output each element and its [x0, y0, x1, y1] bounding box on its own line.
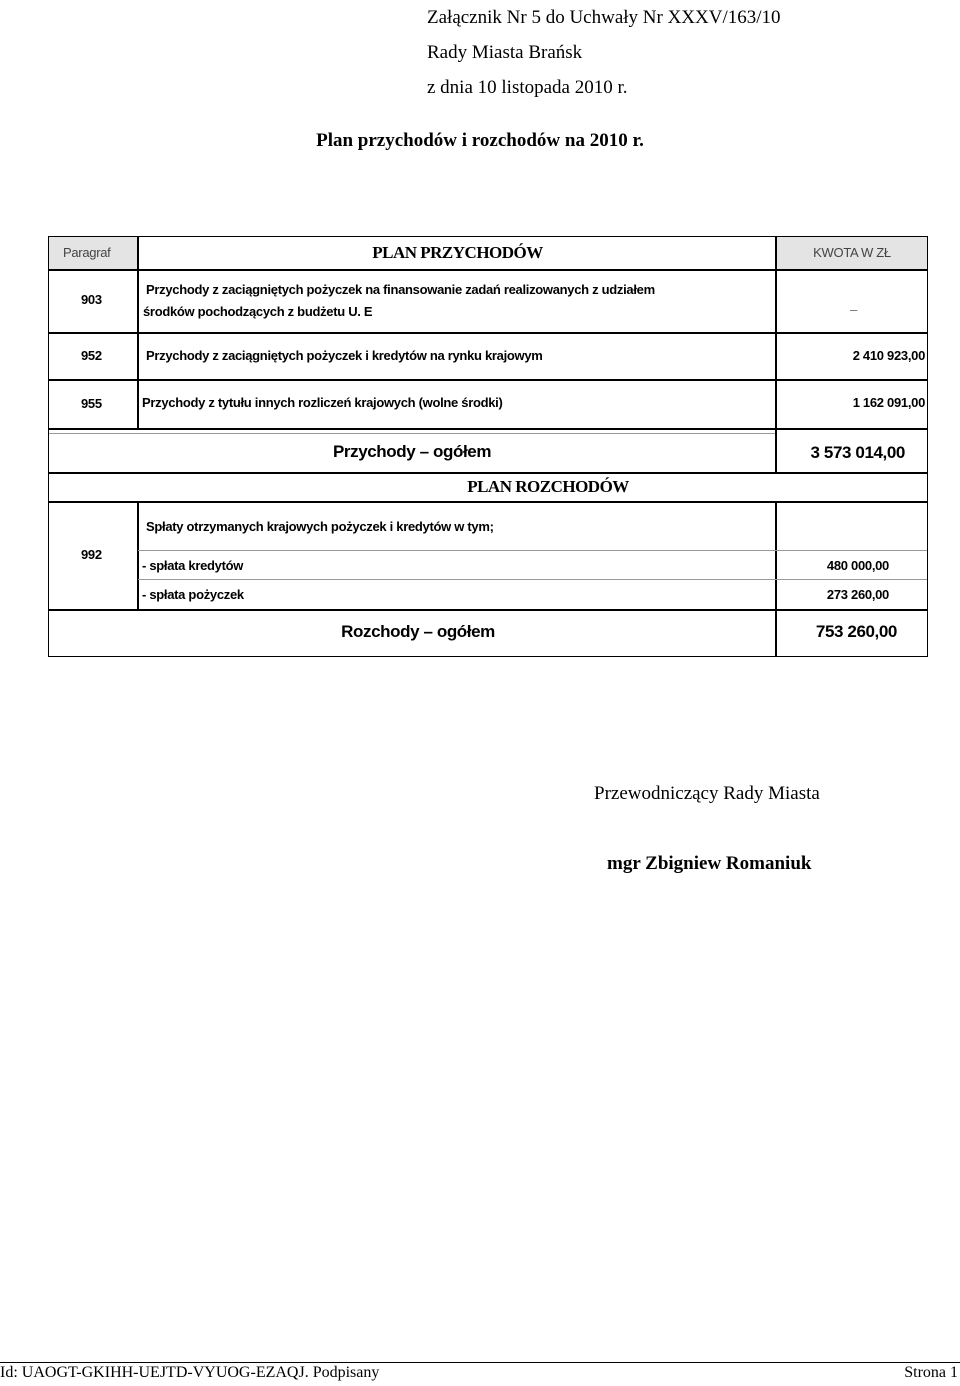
row-955-amount: 1 162 091,00 [852, 395, 925, 410]
grid-line [49, 428, 775, 430]
row-955-desc: Przychody z tytułu innych rozliczeń krajowych (wolne środki) [142, 395, 503, 410]
grid-line [138, 550, 927, 551]
grid-line [49, 269, 927, 271]
row-903-desc-line2: środków pochodzących z budżetu U. E [143, 304, 373, 319]
row-903-amount: _ [850, 297, 857, 312]
header-line-attachment: Załącznik Nr 5 do Uchwały Nr XXXV/163/10 [427, 7, 781, 28]
grid-line [138, 579, 927, 580]
grid-line [49, 433, 775, 434]
row-952-paragraf: 952 [81, 348, 102, 363]
expense-total-value: 753 260,00 [815, 622, 897, 641]
footer-divider [0, 1362, 960, 1363]
header-line-council: Rady Miasta Brańsk [427, 42, 583, 63]
footer-page-number: Strona 1 [904, 1364, 958, 1381]
resolution-header [427, 0, 781, 105]
grid-line [49, 501, 927, 503]
document-title: Plan przychodów i rozchodów na 2010 r. [316, 130, 644, 151]
grid-line [775, 237, 777, 474]
signature-role: Przewodniczący Rady Miasta [594, 783, 820, 804]
header-plan-income: PLAN PRZYCHODÓW [372, 243, 543, 262]
grid-line [49, 609, 927, 611]
grid-line [775, 428, 927, 430]
header-line-date: z dnia 10 listopada 2010 r. [427, 77, 628, 98]
grid-line [49, 472, 927, 474]
row-903-paragraf: 903 [81, 292, 102, 307]
row-952-desc: Przychody z zaciągniętych pożyczek i kredytów na rynku krajowym [146, 348, 543, 363]
row-992-loan-label: - spłata pożyczek [142, 587, 244, 602]
row-992-loan-amount: 273 260,00 [826, 587, 889, 602]
income-total-label: Przychody – ogółem [332, 442, 492, 461]
row-903-desc-line1: Przychody z zaciągniętych pożyczek na finansowanie zadań realizowanych z udziałem [146, 282, 655, 297]
header-amount: KWOTA W ZŁ [777, 237, 927, 270]
grid-line [49, 332, 927, 334]
grid-line [49, 379, 927, 381]
row-992-paragraf: 992 [81, 547, 102, 562]
row-992-credit-amount: 480 000,00 [826, 558, 889, 573]
row-955-paragraf: 955 [81, 396, 102, 411]
row-952-amount: 2 410 923,00 [852, 348, 925, 363]
footer-document-id: Id: UAOGT-GKIHH-UEJTD-VYUOG-EZAQJ. Podpisany [0, 1364, 380, 1381]
signature-name: mgr Zbigniew Romaniuk [607, 853, 812, 874]
budget-table [48, 236, 928, 657]
row-992-heading: Spłaty otrzymanych krajowych pożyczek i kredytów w tym; [146, 519, 494, 534]
expense-total-label: Rozchody – ogółem [341, 622, 495, 641]
header-paragraf: Paragraf [49, 237, 138, 270]
header-plan-expense: PLAN ROZCHODÓW [467, 477, 629, 496]
row-992-credit-label: - spłata kredytów [142, 558, 244, 573]
income-total-value: 3 573 014,00 [810, 443, 905, 462]
grid-line [137, 502, 139, 610]
